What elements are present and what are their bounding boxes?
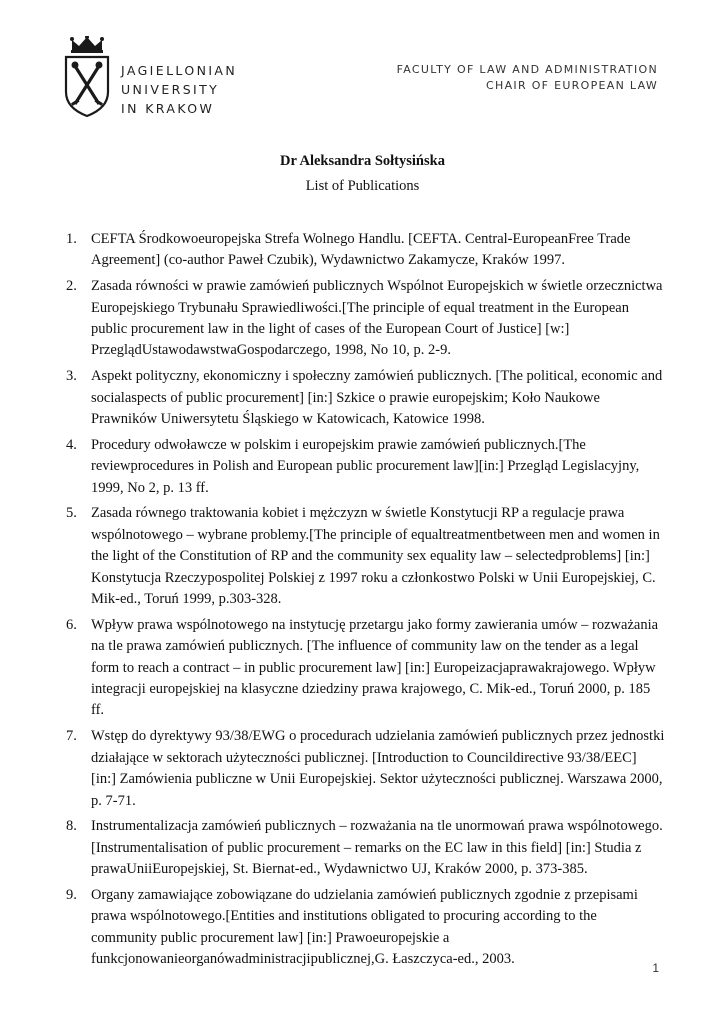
publication-text: Wpływ prawa wspólnotowego na instytucję przetargu jako formy zawierania umów – rozważania na tle prawa zamówień publicznych. [The influence of community law on the tender as a legal form to reach a contract – in public procurement law] [in:] Europeizacjaprawakrajowego. Wpływ integracji europejskiej na klasyczne dziedziny prawa krajowego, C. Mik-ed., Toruń 2000, p. 185 ff. [91, 616, 659, 719]
university-crest-icon [62, 36, 112, 120]
publication-number: 4. [66, 436, 77, 453]
publication-item [0, 726, 725, 812]
publication-item [0, 276, 725, 362]
publication-number: 9. [66, 886, 77, 903]
publication-number: 1. [66, 231, 77, 247]
publication-text: Instrumentalizacja zamówień publicznych – rozważania na tle unormowań prawa wspólnotowego. [Instrumentalisation of public procurement – remarks on the EC law in this field] [in:] Studia z prawaUniiEuropejskiej, St. Biernat-ed., Wydawnictwo UJ, Kraków 2000, p. 373-385. [91, 818, 663, 878]
publication-text: Zasada równości w prawie zamówień publicznych Wspólnot Europejskich w świetle orzecznictwa Europejskiego Trybunału Sprawiedliwości.[The principle of equal treatment in the European public procurement law in the light of cases of the European Court of Justice] [w:] PrzeglądUstawodawstwaGospodarczego, 1998, No 10, p. 2-9. [91, 278, 663, 359]
publication-item [0, 435, 725, 499]
publication-list [0, 229, 725, 975]
publication-text: Wstęp do dyrektywy 93/38/EWG o procedurach udzielania zamówień publicznych przez jednostki działające w sektorach użyteczności publicznej. [Introduction to Councildirective 93/38/EEC] [in:] Zamówienia publiczne w Unii Europejskiej. Sektor użyteczności publicznej. Warszawa 2000, p. 7-71. [91, 728, 665, 809]
chair-line: CHAIR OF EUROPEAN LAW [486, 79, 658, 92]
document-subtitle: List of Publications [305, 178, 420, 194]
faculty-name [397, 62, 658, 94]
publication-item [0, 229, 725, 272]
publication-text: Procedury odwoławcze w polskim i europejskim prawie zamówień publicznych.[The reviewprocedures in Polish and European public procurement law][in:] Przegląd Legislacyjny, 1999, No 2, p. 13 ff. [91, 436, 640, 496]
publication-number: 8. [66, 818, 77, 835]
university-name-line: JAGIELLONIAN [121, 63, 238, 78]
author-name: Dr Aleksandra Sołtysińska [280, 153, 445, 169]
publication-number: 6. [66, 616, 77, 633]
publication-number: 3. [66, 368, 77, 385]
publication-number: 7. [66, 728, 77, 745]
publication-text: Zasada równego traktowania kobiet i mężczyzn w świetle Konstytucji RP a regulacje prawa wspólnotowego – wybrane problemy.[The principle of equaltreatmentbetween men and women in the light of the Constitution of RP and the community sex equality law – selectedproblems] [in:] Konstytucja Rzeczypospolitej Polskiej z 1997 roku a członkostwo Polski w Unii Europejskiej, C. Mik-ed., Toruń 1999, p.303-328. [91, 505, 660, 608]
university-name-line: UNIVERSITY [121, 82, 220, 97]
page-number: 1 [652, 961, 659, 975]
publication-item [0, 816, 725, 880]
publication-text: CEFTA Środkowoeuropejska Strefa Wolnego Handlu. [CEFTA. Central-EuropeanFree Trade Agreement] (co-author Paweł Czubik), Wydawnictwo Zakamycze, Kraków 1997. [91, 231, 631, 269]
publication-number: 5. [66, 505, 77, 522]
publication-item [0, 366, 725, 430]
publication-item [0, 615, 725, 722]
publication-item [0, 503, 725, 610]
faculty-line: FACULTY OF LAW AND ADMINISTRATION [396, 63, 658, 76]
university-name-line: IN KRAKOW [121, 101, 215, 116]
university-name [121, 61, 237, 118]
publication-text: Aspekt polityczny, ekonomiczny i społeczny zamówień publicznych. [The political, economic and socialaspects of public procurement] [in:] Szkice o prawie europejskim; Koło Naukowe Prawników Uniwersytetu Śląskiego w Katowicach, Katowice 1998. [91, 368, 663, 428]
publication-text: Organy zamawiające zobowiązane do udzielania zamówień publicznych zgodnie z przepisami prawa wspólnotowego.[Entities and institutions obligated to procuring according to the community public procurement law] [in:] Prawoeuropejskie a funkcjonowanieorganówadministracjipublicznej,G. Łaszczyca-ed., 2003. [91, 886, 638, 968]
publication-number: 2. [66, 278, 77, 295]
publication-item [0, 885, 725, 971]
